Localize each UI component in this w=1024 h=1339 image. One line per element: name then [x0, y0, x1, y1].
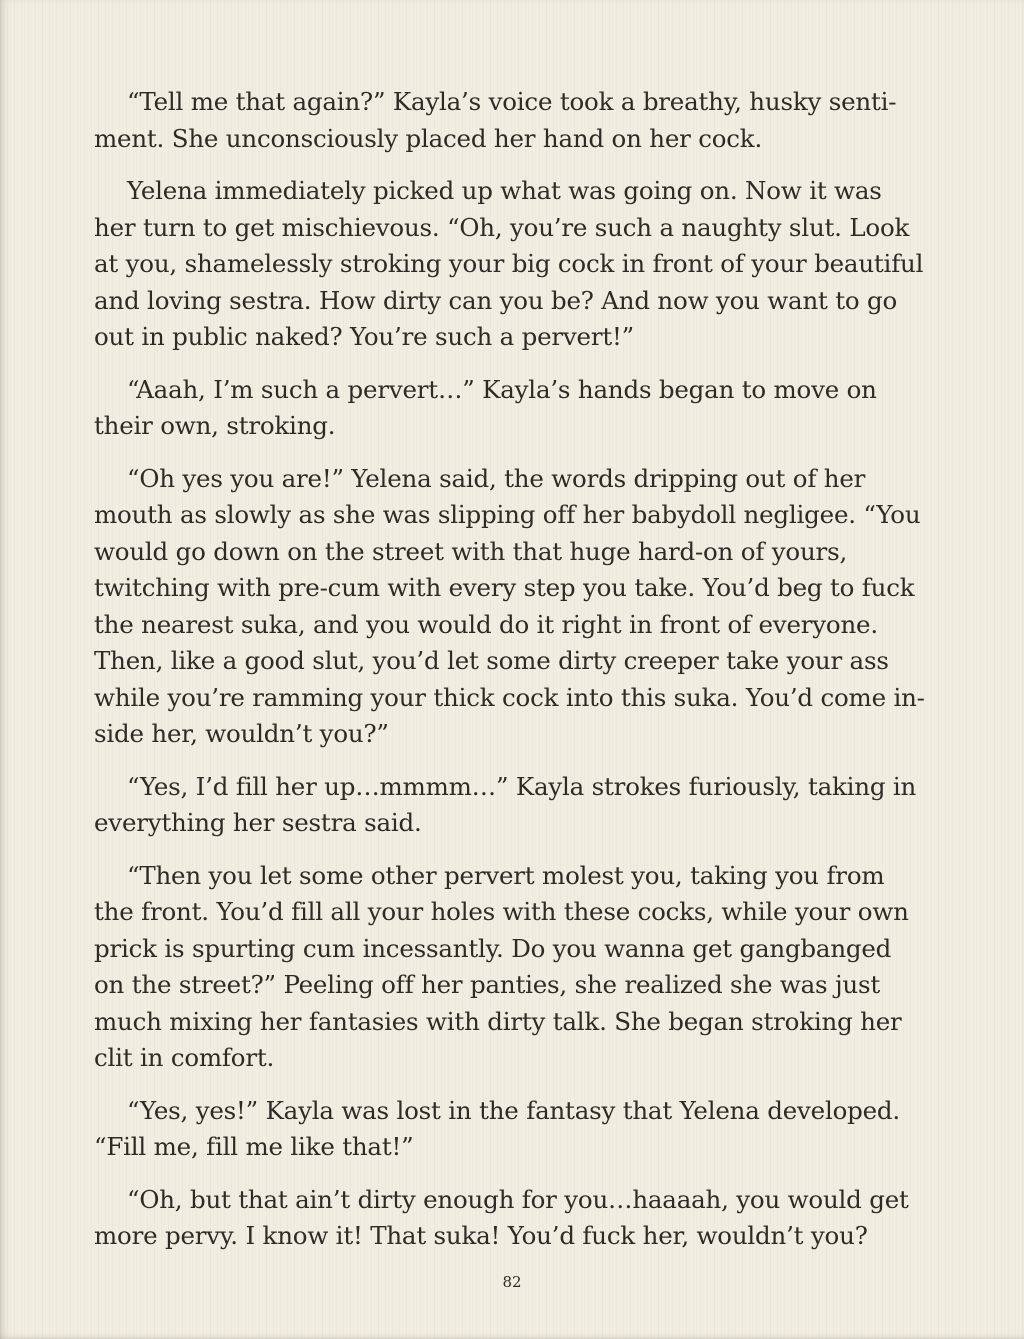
text-line: twitching with pre-cum with every step you take. You’d beg to fuck: [94, 573, 915, 602]
text-line: “Yes, yes!” Kayla was lost in the fantasy that Yelena developed.: [127, 1095, 900, 1125]
text-line: side her, wouldn’t you?”: [94, 719, 389, 748]
paragraph: [94, 173, 946, 356]
text-line: on the street?” Peeling off her panties, she realized she was just: [94, 970, 880, 999]
text-line: everything her sestra said.: [94, 808, 422, 837]
text-line: while you’re ramming your thick cock into this suka. You’d come in-: [94, 682, 925, 712]
paragraph: [94, 769, 946, 842]
page-number: 82: [502, 1273, 522, 1291]
text-line: more pervy. I know it! That suka! You’d fuck her, wouldn’t you?: [94, 1221, 868, 1250]
text-line: “Yes, I’d fill her up…mmmm…” Kayla strokes furiously, taking in: [127, 771, 917, 801]
text-line: “Fill me, fill me like that!”: [94, 1132, 414, 1161]
text-line: “Tell me that again?” Kayla’s voice took a breathy, husky senti-: [127, 87, 897, 116]
text-line: the front. You’d fill all your holes with these cocks, while your own: [94, 897, 909, 926]
text-line: her turn to get mischievous. “Oh, you’re such a naughty slut. Look: [94, 212, 910, 242]
paragraph: [94, 84, 946, 157]
paragraph: [94, 461, 946, 753]
text-line: “Oh yes you are!” Yelena said, the words dripping out of her: [127, 463, 866, 493]
paragraph: [94, 1182, 946, 1255]
paragraph: [94, 372, 946, 445]
text-line: their own, stroking.: [94, 411, 336, 440]
text-line: much mixing her fantasies with dirty talk. She began stroking her: [94, 1006, 902, 1036]
text-line: ment. She unconsciously placed her hand on her cock.: [94, 123, 763, 153]
text-line: “Oh, but that ain’t dirty enough for you…haaaah, you would get: [127, 1184, 909, 1214]
text-line: Then, like a good slut, you’d let some dirty creeper take your ass: [94, 646, 889, 675]
text-line: “Then you let some other pervert molest you, taking you from: [127, 860, 885, 890]
text-line: “Aaah, I’m such a pervert…” Kayla’s hands began to move on: [127, 374, 877, 404]
text-line: the nearest suka, and you would do it right in front of everyone.: [94, 609, 878, 639]
paragraph: [94, 858, 946, 1077]
text-line: mouth as slowly as she was slipping off her babydoll negligee. “You: [94, 500, 921, 529]
paragraph: [94, 1093, 946, 1166]
text-line: Yelena immediately picked up what was going on. Now it was: [127, 176, 882, 205]
text-line: would go down on the street with that huge hard-on of yours,: [94, 536, 848, 566]
text-line: out in public naked? You’re such a pervert!”: [94, 322, 634, 351]
text-line: clit in comfort.: [94, 1043, 275, 1072]
page-text: [94, 84, 946, 1255]
text-line: prick is spurting cum incessantly. Do you wanna get gangbanged: [94, 933, 892, 963]
text-line: and loving sestra. How dirty can you be? And now you want to go: [94, 285, 898, 315]
text-line: at you, shamelessly stroking your big cock in front of your beautiful: [94, 249, 924, 278]
